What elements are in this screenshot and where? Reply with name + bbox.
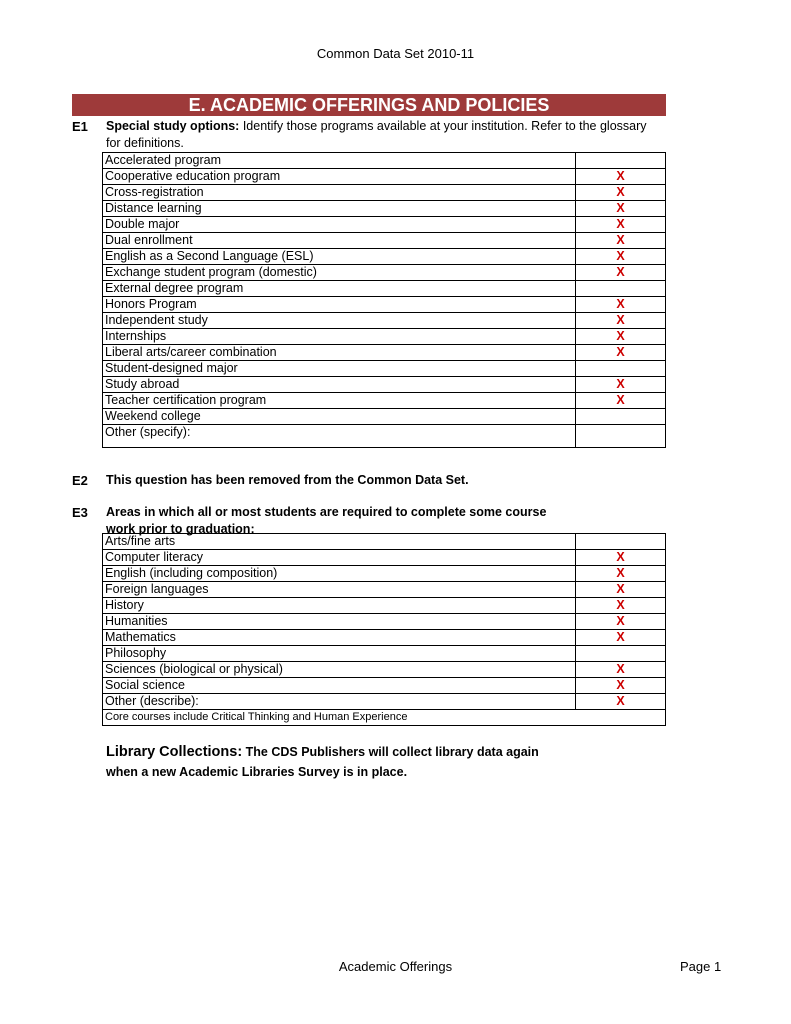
table-row <box>103 582 666 598</box>
row-mark: X <box>576 377 666 393</box>
row-mark: X <box>576 614 666 630</box>
e1-special-study-table <box>102 152 666 448</box>
row-label: Philosophy <box>103 646 576 662</box>
row-label: Accelerated program <box>103 153 576 169</box>
row-label: English as a Second Language (ESL) <box>103 249 576 265</box>
row-mark <box>576 534 666 550</box>
row-label: Internships <box>103 329 576 345</box>
question-e1-text-line2: for definitions. <box>106 136 184 150</box>
row-label: Social science <box>103 678 576 694</box>
e3-required-areas-table <box>102 533 666 726</box>
row-label: Cooperative education program <box>103 169 576 185</box>
question-e3-text-line1: Areas in which all or most students are required to complete some course <box>106 505 547 519</box>
table-row <box>103 614 666 630</box>
table-row <box>103 313 666 329</box>
row-label: Liberal arts/career combination <box>103 345 576 361</box>
row-mark: X <box>576 630 666 646</box>
row-label: Student-designed major <box>103 361 576 377</box>
row-mark: X <box>576 694 666 710</box>
library-collections-note <box>106 742 676 782</box>
question-number-e2: E2 <box>72 473 88 488</box>
row-label: Double major <box>103 217 576 233</box>
question-e3-text-line2: work prior to graduation: <box>106 522 255 536</box>
row-label: Computer literacy <box>103 550 576 566</box>
row-label: Study abroad <box>103 377 576 393</box>
table-row <box>103 566 666 582</box>
row-label: Dual enrollment <box>103 233 576 249</box>
row-mark: X <box>576 217 666 233</box>
question-number-e3: E3 <box>72 505 88 520</box>
row-mark: X <box>576 297 666 313</box>
row-label: Arts/fine arts <box>103 534 576 550</box>
row-label: Mathematics <box>103 630 576 646</box>
footer-page-number: Page 1 <box>680 959 722 974</box>
table-row <box>103 345 666 361</box>
table-row <box>103 361 666 377</box>
question-text-e2: This question has been removed from the Common Data Set. <box>106 473 469 487</box>
question-e1-bold-label: Special study options: <box>106 119 240 133</box>
table-row <box>103 425 666 448</box>
table-row <box>103 393 666 409</box>
row-label: Other (describe): <box>103 694 576 710</box>
table-row <box>103 646 666 662</box>
table-row <box>103 694 666 710</box>
row-mark: X <box>576 313 666 329</box>
library-text-line2: when a new Academic Libraries Survey is in place. <box>106 765 408 779</box>
row-mark: X <box>576 329 666 345</box>
table-row <box>103 630 666 646</box>
row-mark: X <box>576 233 666 249</box>
row-mark: X <box>576 566 666 582</box>
table-row <box>103 678 666 694</box>
row-mark: X <box>576 550 666 566</box>
row-mark: X <box>576 169 666 185</box>
row-mark <box>576 281 666 297</box>
row-label: Weekend college <box>103 409 576 425</box>
row-label: Independent study <box>103 313 576 329</box>
table-row <box>103 297 666 313</box>
question-e1-text-line1: Identify those programs available at your institution. Refer to the glossary <box>239 119 647 133</box>
row-mark: X <box>576 265 666 281</box>
row-mark <box>576 425 666 448</box>
table-row <box>103 201 666 217</box>
table-row <box>103 710 666 726</box>
row-mark: X <box>576 345 666 361</box>
row-label: Sciences (biological or physical) <box>103 662 576 678</box>
library-text-line1: The CDS Publishers will collect library data again <box>242 745 539 759</box>
table-row <box>103 598 666 614</box>
row-mark: X <box>576 582 666 598</box>
table-row <box>103 534 666 550</box>
table-row <box>103 249 666 265</box>
footer-section-name: Academic Offerings <box>338 959 453 974</box>
table-row <box>103 185 666 201</box>
table-row <box>103 550 666 566</box>
row-label: Foreign languages <box>103 582 576 598</box>
row-mark: X <box>576 393 666 409</box>
table-row <box>103 281 666 297</box>
row-label: Humanities <box>103 614 576 630</box>
row-mark: X <box>576 249 666 265</box>
row-mark <box>576 409 666 425</box>
row-mark: X <box>576 185 666 201</box>
row-label: Exchange student program (domestic) <box>103 265 576 281</box>
row-label: History <box>103 598 576 614</box>
row-mark: X <box>576 678 666 694</box>
row-mark <box>576 361 666 377</box>
row-mark: X <box>576 598 666 614</box>
row-label: Distance learning <box>103 201 576 217</box>
section-title-banner: E. ACADEMIC OFFERINGS AND POLICIES <box>72 94 666 116</box>
table-row <box>103 169 666 185</box>
row-label: Teacher certification program <box>103 393 576 409</box>
question-number-e1: E1 <box>72 119 88 134</box>
row-mark: X <box>576 201 666 217</box>
table-row <box>103 662 666 678</box>
table-row <box>103 377 666 393</box>
table-row <box>103 153 666 169</box>
row-mark <box>576 153 666 169</box>
row-label: Other (specify): <box>103 425 576 448</box>
library-title: Library Collections: <box>106 744 243 760</box>
row-label: English (including composition) <box>103 566 576 582</box>
row-label: Honors Program <box>103 297 576 313</box>
row-mark: X <box>576 662 666 678</box>
table-row <box>103 233 666 249</box>
row-label: Cross-registration <box>103 185 576 201</box>
row-label: External degree program <box>103 281 576 297</box>
question-text-e1 <box>106 118 676 152</box>
row-mark <box>576 646 666 662</box>
other-description-note: Core courses include Critical Thinking and Human Experience <box>103 710 666 726</box>
table-row <box>103 217 666 233</box>
document-header: Common Data Set 2010-11 <box>316 46 475 61</box>
table-row <box>103 329 666 345</box>
table-row <box>103 265 666 281</box>
table-row <box>103 409 666 425</box>
